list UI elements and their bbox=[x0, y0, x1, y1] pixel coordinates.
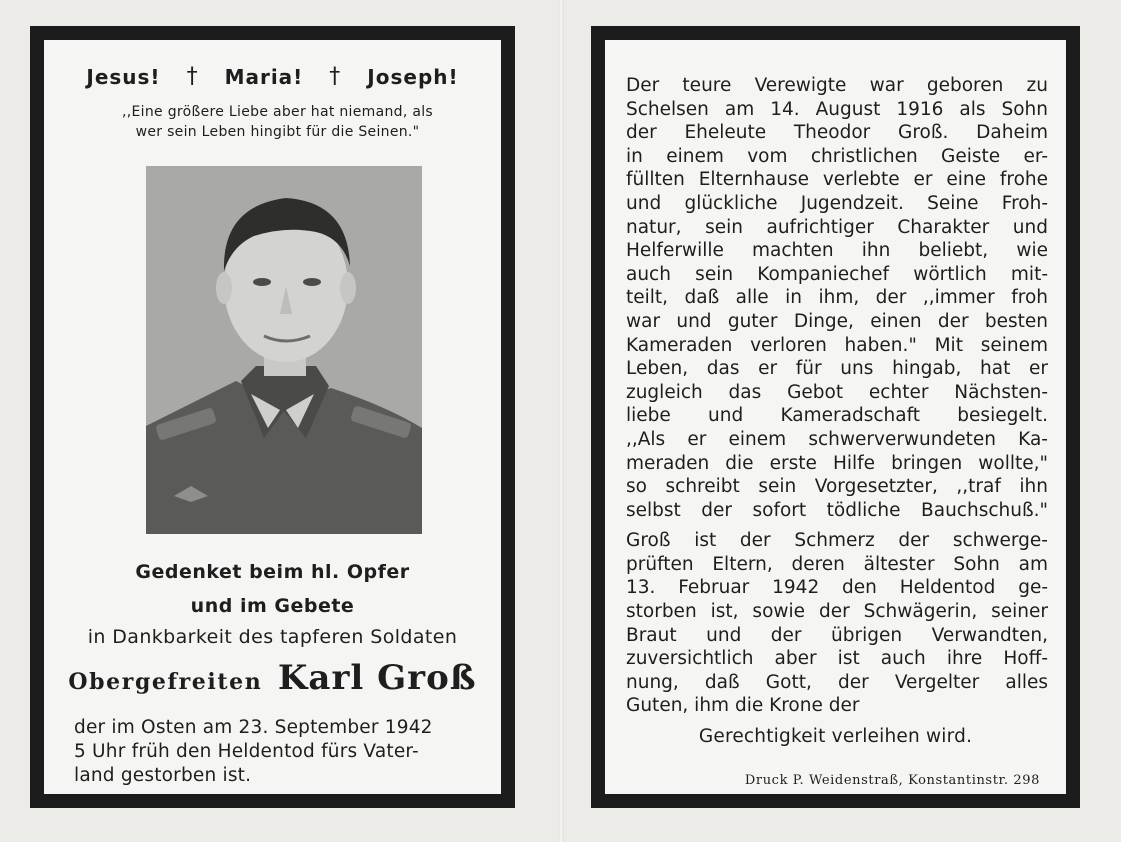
cross-icon: † bbox=[186, 64, 199, 89]
invocation-joseph: Joseph! bbox=[367, 64, 459, 89]
bio-line: ,,Als er einem schwerverwundeten Ka- bbox=[626, 428, 1048, 450]
bio-line: und glückliche Jugendzeit. Seine Froh- bbox=[626, 192, 1048, 214]
bio-line: Der teure Verewigte war geboren zu bbox=[626, 75, 1048, 96]
invocation-maria: Maria! bbox=[224, 64, 304, 89]
death-line: 5 Uhr früh den Heldentod fürs Vater- bbox=[74, 741, 419, 762]
bio-line: Guten, ihm die Krone der bbox=[626, 695, 860, 717]
quote-line: wer sein Leben hingibt für die Seinen." bbox=[135, 124, 420, 140]
memorial-card-back bbox=[591, 26, 1080, 808]
death-line: der im Osten am 23. September 1942 bbox=[74, 717, 433, 738]
invocation bbox=[44, 64, 501, 89]
memorial-card-front bbox=[30, 26, 515, 808]
cross-icon: † bbox=[329, 64, 342, 89]
bio-line: Kameraden verloren haben." Mit seinem bbox=[626, 334, 1048, 356]
bio-line: Braut und der übrigen Verwandten, bbox=[626, 624, 1048, 646]
bio-line: der Eheleute Theodor Groß. Daheim bbox=[626, 122, 1048, 144]
memorial-card-front-paper bbox=[44, 40, 501, 794]
printer-imprint: Druck P. Weidenstraß, Konstantinstr. 298 bbox=[744, 773, 1040, 788]
bible-quote bbox=[74, 102, 481, 142]
bio-line: storben ist, sowie der Schwägerin, seiner bbox=[626, 601, 1048, 623]
bio-line: liebe und Kameradschaft besiegelt. bbox=[626, 405, 1048, 427]
remember-line: und im Gebete bbox=[190, 595, 355, 617]
bio-line: nung, daß Gott, der Vergelter alles bbox=[626, 671, 1048, 693]
bio-line: Helferwille machten ihn beliebt, wie bbox=[626, 240, 1048, 262]
deceased-person: Karl Groß bbox=[277, 658, 477, 698]
bio-line: natur, sein aufrichtiger Charakter und bbox=[626, 216, 1048, 238]
bio-line: prüften Eltern, deren ältester Sohn am bbox=[626, 553, 1048, 575]
bio-line: in einem vom christlichen Geiste er- bbox=[626, 145, 1048, 167]
bio-line: zuversichtlich aber ist auch ihre Hoff- bbox=[626, 648, 1048, 670]
quote-line: ,,Eine größere Liebe aber hat niemand, als bbox=[122, 104, 433, 120]
bio-line: selbst der sofort tödliche Bauchschuß." bbox=[626, 499, 1048, 521]
bio-line: meraden die erste Hilfe bringen wollte," bbox=[626, 452, 1048, 474]
remembrance-request bbox=[44, 555, 501, 623]
bio-line: 13. Februar 1942 den Heldentod ge- bbox=[626, 577, 1048, 599]
soldier-portrait-photo bbox=[146, 166, 422, 534]
invocation-jesus: Jesus! bbox=[86, 64, 161, 89]
death-details bbox=[74, 716, 485, 788]
biography-text bbox=[626, 74, 1048, 718]
gratitude-line: in Dankbarkeit des tapferen Soldaten bbox=[87, 626, 458, 648]
bio-line: Leben, das er für uns hingab, hat er bbox=[626, 358, 1048, 380]
paragraph-gap bbox=[626, 522, 1048, 529]
death-line: land gestorben ist. bbox=[74, 765, 252, 786]
remember-line: Gedenket beim hl. Opfer bbox=[135, 561, 410, 583]
deceased-name bbox=[44, 658, 501, 698]
deceased-rank: Obergefreiten bbox=[68, 669, 263, 695]
bio-line: Schelsen am 14. August 1916 als Sohn bbox=[626, 98, 1048, 120]
bio-line: füllten Elternhause verlebte er eine frohe bbox=[626, 169, 1048, 191]
memorial-card-back-paper bbox=[605, 40, 1066, 794]
bio-line: zugleich das Gebot echter Nächsten- bbox=[626, 381, 1048, 403]
bio-line: so schreibt sein Vorgesetzter, ,,traf ihn bbox=[626, 476, 1048, 498]
page-fold bbox=[558, 0, 564, 842]
closing-line: Gerechtigkeit verleihen wird. bbox=[698, 726, 973, 747]
bio-line: war und guter Dinge, einen der besten bbox=[626, 310, 1048, 332]
bio-line: Groß ist der Schmerz der schwerge- bbox=[626, 530, 1048, 552]
bio-line: auch sein Kompaniechef wörtlich mit- bbox=[626, 263, 1048, 285]
bio-line: teilt, daß alle in ihm, der ,,immer froh bbox=[626, 287, 1048, 309]
